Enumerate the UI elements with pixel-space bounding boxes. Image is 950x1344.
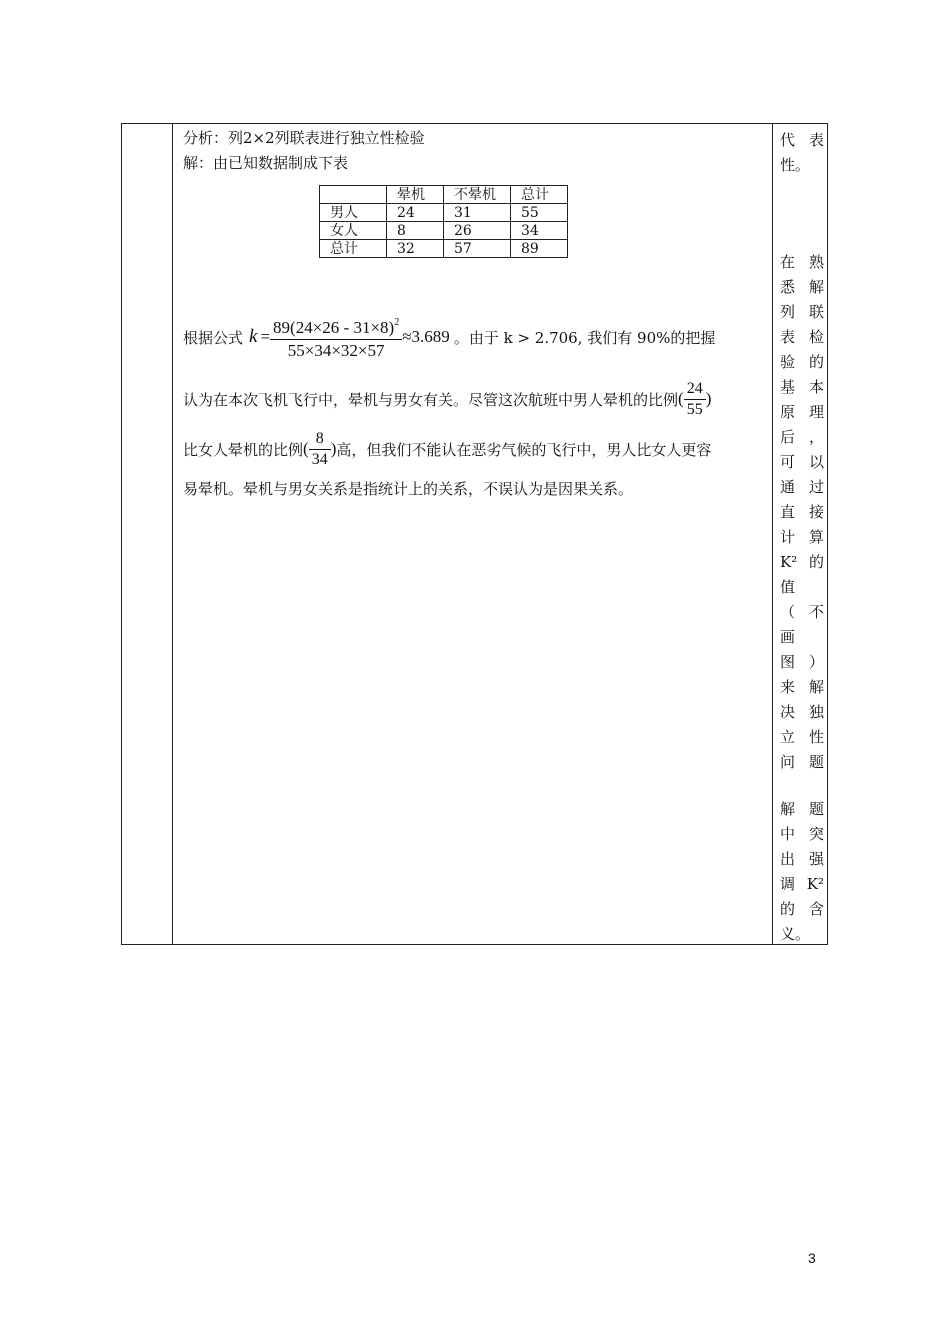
conclusion-line-3: 易晕机。晕机与男女关系是指统计上的关系，不误认为是因果关系。	[183, 480, 634, 498]
table-cell: 31	[444, 204, 511, 222]
formula-line	[183, 312, 715, 362]
formula-denominator: 55×34×32×57	[287, 341, 385, 360]
table-cell: 总计	[511, 186, 568, 204]
conclusion-line-1: 认为在本次飞机飞行中，晕机与男女有关。尽管这次航班中男人晕机的比例 ( $\frac{24}{55}$ )	[183, 379, 712, 418]
table-cell: 男人	[320, 204, 387, 222]
ratio-women-fraction: $\frac{8}{34}$	[309, 429, 331, 470]
table-header-row	[320, 186, 568, 204]
main-content	[183, 126, 768, 176]
table-cell	[320, 186, 387, 204]
sidebar-note-purpose: 在熟 悉解 列联 表检 验的 基本 原理 后， 可以 通过 直接 计算 K²的 值 （不 画 图） 来解 决独 立性 问题	[780, 253, 824, 771]
table-cell: 晕机	[387, 186, 444, 204]
table-row	[320, 222, 568, 240]
formula-numerator: $89(24\times 26 - 31\times 8)^2$	[273, 317, 400, 337]
column-divider-left	[172, 124, 173, 944]
formula-variable: k	[249, 326, 258, 347]
page-number: 3	[808, 1250, 816, 1266]
table-cell: 8	[387, 222, 444, 240]
table-cell: 24	[387, 204, 444, 222]
table-cell: 34	[511, 222, 568, 240]
formula-equals: =	[260, 327, 271, 346]
analysis-text: 分析：列2×2列联表进行独立性检验	[183, 129, 425, 147]
formula-tail: 。由于 k > 2.706, 我们有 90%的把握	[453, 328, 716, 347]
ratio-men-fraction: $\frac{24}{55}$	[684, 379, 706, 420]
table-cell: 女人	[320, 222, 387, 240]
table-cell: 89	[511, 240, 568, 258]
formula-fraction	[270, 312, 402, 362]
contingency-table	[319, 185, 568, 258]
table-cell: 55	[511, 204, 568, 222]
sidebar-note-emphasis: 解题 中突 出强 调K² 的含 义。	[780, 800, 824, 943]
table-row	[320, 240, 568, 258]
table-row	[320, 204, 568, 222]
solution-intro: 解：由已知数据制成下表	[183, 154, 349, 172]
sidebar-note-representative: 代表 性。	[780, 131, 824, 174]
table-cell: 26	[444, 222, 511, 240]
column-divider-right	[772, 124, 773, 944]
conclusion-line-2: 比女人晕机的比例 ( $\frac{8}{34}$ ) 高，但我们不能认在恶劣气候的飞行中，男人比女人更容	[183, 429, 712, 468]
table-cell: 32	[387, 240, 444, 258]
formula-lead: 根据公式	[183, 328, 244, 347]
table-cell: 不晕机	[444, 186, 511, 204]
table-cell: 57	[444, 240, 511, 258]
table-cell: 总计	[320, 240, 387, 258]
formula-result: ≈3.689	[402, 327, 450, 346]
